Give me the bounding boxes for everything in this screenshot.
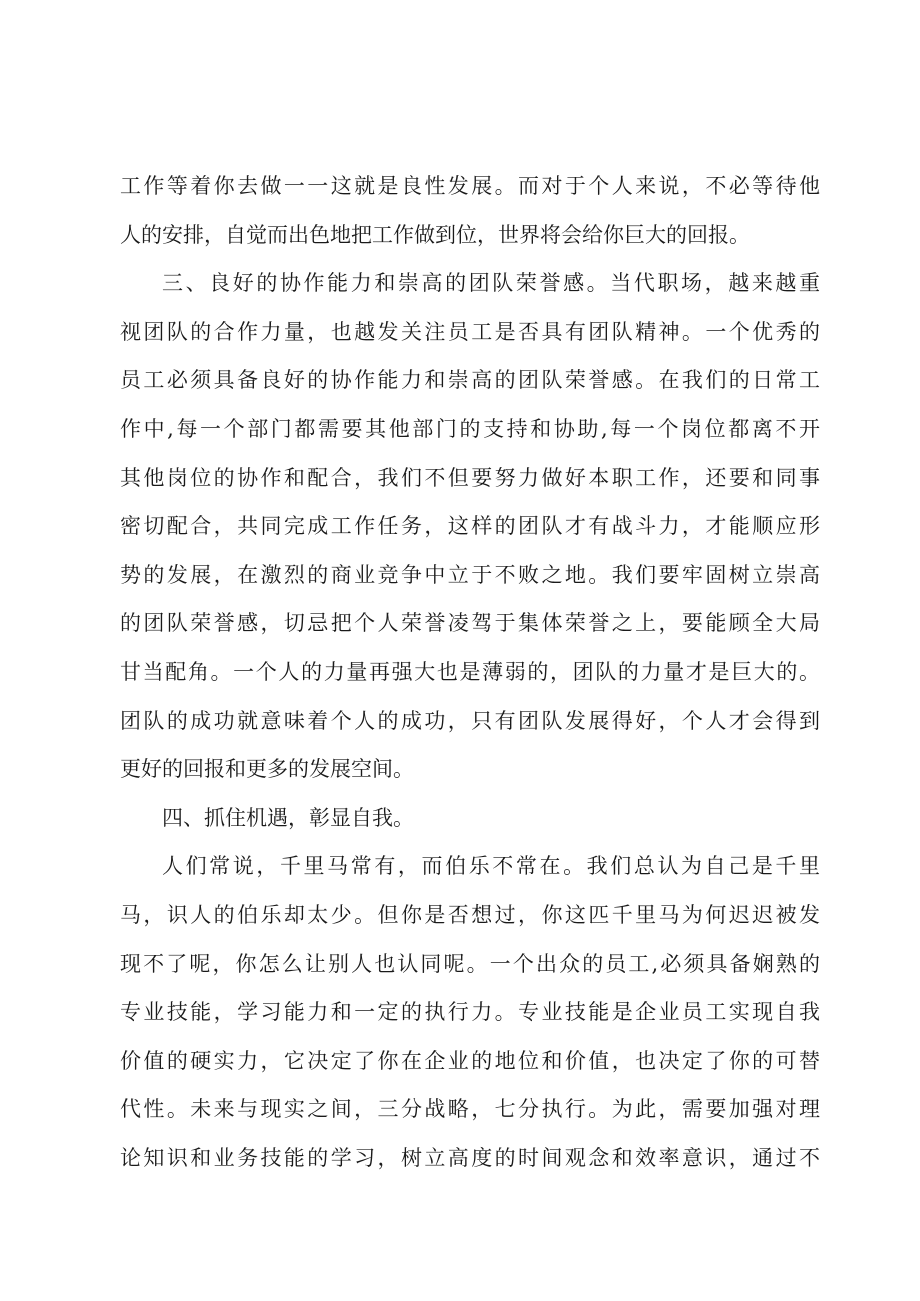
text-line: 人的安排，自觉而出色地把工作做到位，世界将会给你巨大的回报。 <box>120 222 750 247</box>
text-line: 密切配合，共同完成工作任务，这样的团队才有战斗力，才能顺应形 <box>120 514 820 539</box>
text-line: 马，识人的伯乐却太少。但你是否想过，你这匹千里马为何迟迟被发 <box>120 902 820 927</box>
text-line: 专业技能，学习能力和一定的执行力。专业技能是企业员工实现自我 <box>120 1000 820 1025</box>
document-body <box>120 162 820 1182</box>
text-line: 员工必须具备良好的协作能力和崇高的团队荣誉感。在我们的日常工 <box>120 368 820 393</box>
text-line: 更好的回报和更多的发展空间。 <box>120 757 414 782</box>
text-line: 现不了呢，你怎么让别人也认同呢。一个出众的员工,必须具备娴熟的 <box>120 951 820 976</box>
text-line: 代性。未来与现实之间，三分战略，七分执行。为此，需要加强对理 <box>120 1097 820 1122</box>
text-line: 势的发展，在激烈的商业竞争中立于不败之地。我们要牢固树立崇高 <box>120 562 820 587</box>
text-line: 价值的硬实力，它决定了你在企业的地位和价值，也决定了你的可替 <box>120 1048 820 1073</box>
text-line: 视团队的合作力量，也越发关注员工是否具有团队精神。一个优秀的 <box>120 319 820 344</box>
section-heading-3: 三、良好的协作能力和崇高的团队荣誉感。当代职场，越来越重 <box>162 271 820 296</box>
section-heading-4: 四、抓住机遇，彰显自我。 <box>162 805 414 830</box>
text-line: 作中,每一个部门都需要其他部门的支持和协助,每一个岗位都离不开 <box>120 416 820 441</box>
text-line: 其他岗位的协作和配合，我们不但要努力做好本职工作，还要和同事 <box>120 465 820 490</box>
text-line: 甘当配角。一个人的力量再强大也是薄弱的，团队的力量才是巨大的。 <box>120 659 820 684</box>
text-line: 团队的成功就意味着个人的成功，只有团队发展得好，个人才会得到 <box>120 708 820 733</box>
text-line: 人们常说，千里马常有，而伯乐不常在。我们总认为自己是千里 <box>162 854 820 879</box>
text-line: 论知识和业务技能的学习，树立高度的时间观念和效率意识，通过不 <box>120 1145 820 1170</box>
text-line: 工作等着你去做一一这就是良性发展。而对于个人来说，不必等待他 <box>120 174 820 198</box>
text-line: 的团队荣誉感，切忌把个人荣誉凌驾于集体荣誉之上，要能顾全大局 <box>120 611 820 636</box>
